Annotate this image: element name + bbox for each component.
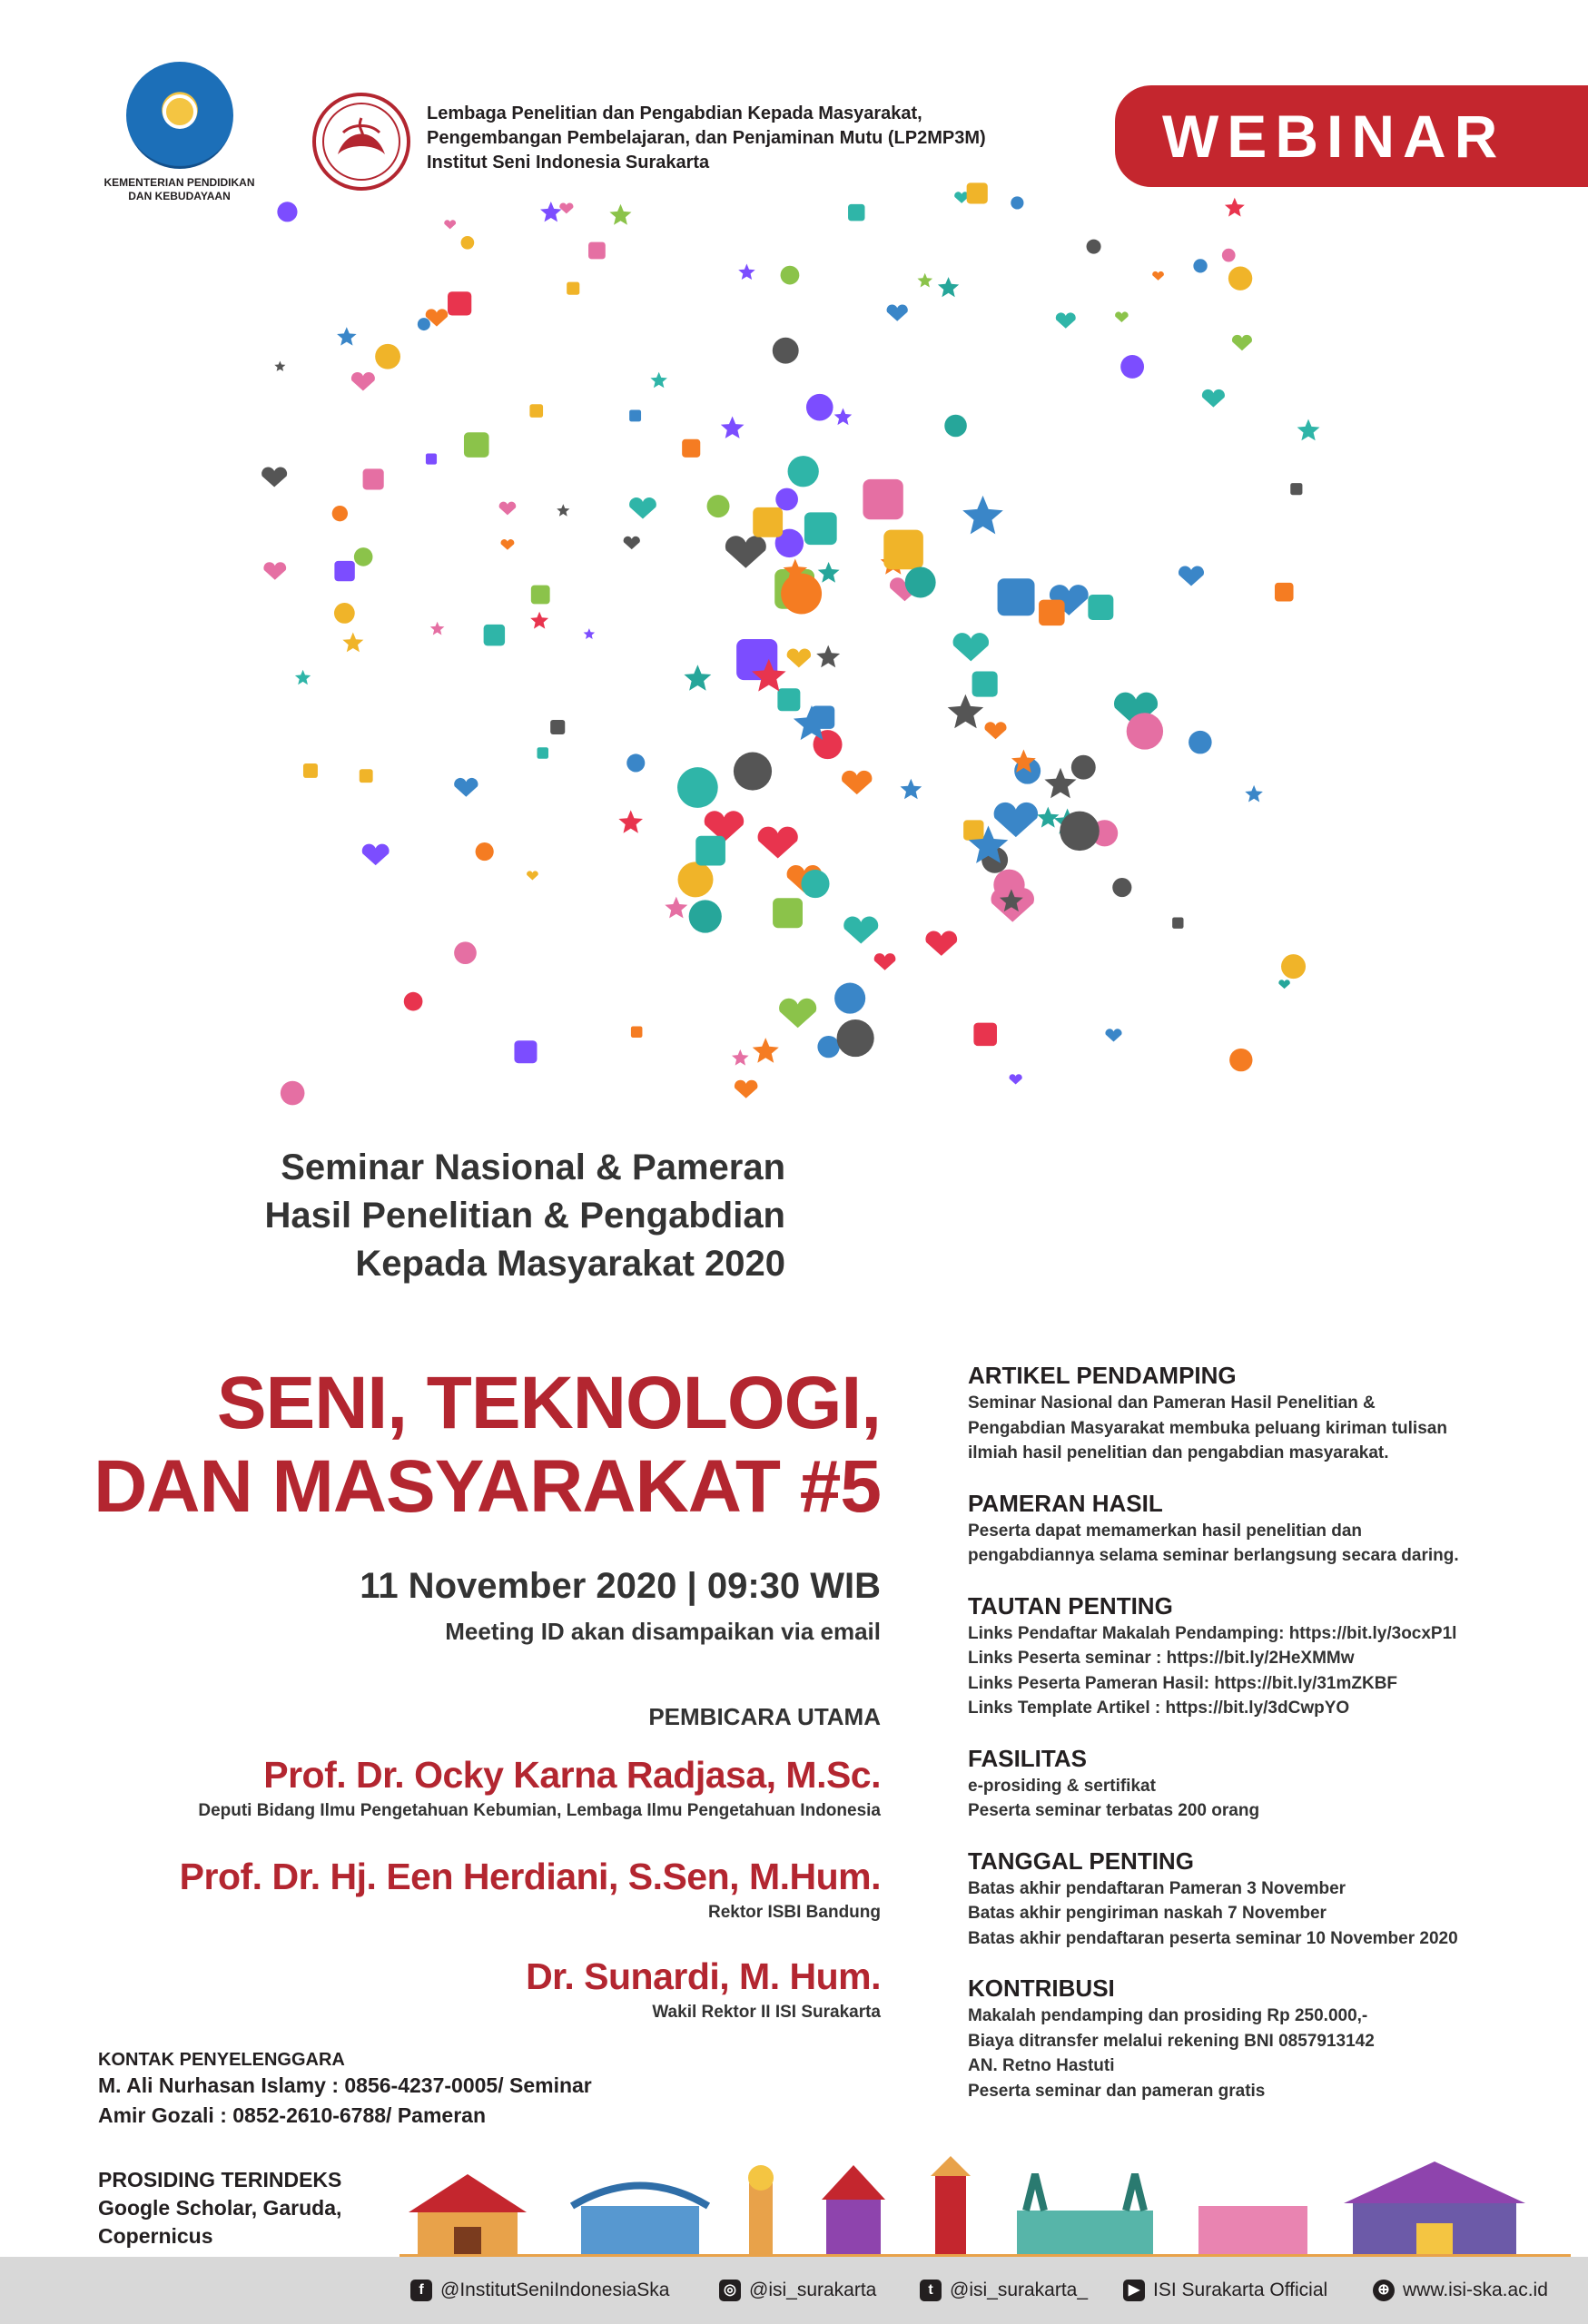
decorative-glyph bbox=[277, 202, 297, 222]
decorative-glyph bbox=[454, 941, 477, 964]
social-website[interactable] bbox=[1373, 2277, 1548, 2304]
decorative-glyph bbox=[281, 1081, 305, 1106]
decorative-glyph bbox=[559, 202, 573, 213]
decorative-glyph bbox=[801, 870, 829, 898]
decorative-glyph bbox=[735, 1080, 757, 1098]
decorative-glyph bbox=[738, 264, 755, 281]
speaker-entry bbox=[91, 1750, 881, 1823]
decorative-glyph bbox=[1189, 731, 1212, 754]
decorative-glyph bbox=[588, 242, 606, 260]
social-handle: @isi_surakarta bbox=[749, 2280, 877, 2300]
decorative-glyph bbox=[1115, 311, 1129, 322]
decorative-glyph bbox=[887, 304, 908, 320]
decorative-glyph bbox=[998, 578, 1035, 615]
org-line: Institut Seni Indonesia Surakarta bbox=[427, 153, 710, 172]
social-facebook[interactable] bbox=[410, 2277, 669, 2304]
decorative-glyph bbox=[461, 236, 475, 250]
decorative-glyph bbox=[818, 562, 840, 583]
info-section-artikel bbox=[968, 1360, 1549, 1466]
decorative-glyph bbox=[295, 670, 311, 685]
info-section-fasilitas bbox=[968, 1743, 1549, 1824]
ministry-logo-icon bbox=[126, 62, 233, 169]
social-instagram[interactable] bbox=[719, 2277, 876, 2304]
decorative-glyph bbox=[430, 622, 445, 635]
info-line: Batas akhir pendaftaran Pameran 3 November bbox=[968, 1878, 1346, 1898]
youtube-icon: ▶ bbox=[1123, 2280, 1145, 2301]
info-section-pameran bbox=[968, 1488, 1549, 1569]
decorative-glyph bbox=[1290, 483, 1302, 495]
decorative-glyph bbox=[444, 220, 456, 229]
social-handle: @InstitutSeniIndonesiaSka bbox=[440, 2280, 670, 2300]
decorative-glyph bbox=[342, 633, 363, 653]
info-line: pengabdiannya selama seminar berlangsung secara daring. bbox=[968, 1546, 1459, 1565]
decorative-glyph bbox=[787, 649, 811, 668]
decorative-glyph bbox=[1297, 419, 1320, 441]
decorative-glyph bbox=[1056, 312, 1076, 328]
org-line: Lembaga Penelitian dan Pengabdian Kepada Masyarakat, bbox=[427, 103, 922, 123]
meeting-note: Meeting ID akan disampaikan via email bbox=[445, 1618, 881, 1645]
decorative-glyph bbox=[775, 488, 798, 511]
decorative-glyph bbox=[837, 1019, 874, 1057]
info-heading: KONTRIBUSI bbox=[968, 1974, 1115, 2002]
decorative-glyph bbox=[538, 747, 548, 758]
decorative-glyph bbox=[905, 566, 936, 597]
decorative-glyph bbox=[842, 771, 872, 794]
info-line: Peserta seminar dan pameran gratis bbox=[968, 2081, 1266, 2101]
decorative-glyph bbox=[557, 504, 569, 517]
contact-line: M. Ali Nurhasan Islamy : 0856-4237-0005/ Seminar bbox=[98, 2073, 592, 2097]
decorative-glyph bbox=[707, 495, 730, 517]
info-line: e-prosiding & sertifikat bbox=[968, 1776, 1156, 1796]
decorative-glyph bbox=[362, 844, 390, 866]
decorative-glyph bbox=[550, 720, 565, 734]
info-link[interactable]: Links Template Artikel : https://bit.ly/3dCwpYO bbox=[968, 1699, 1350, 1718]
speaker-role: Deputi Bidang Ilmu Pengetahuan Kebumian, Lembaga Ilmu Pengetahuan Indonesia bbox=[198, 1801, 881, 1820]
decorative-glyph bbox=[1179, 566, 1204, 586]
decorative-glyph bbox=[1193, 259, 1207, 272]
decorative-glyph bbox=[499, 502, 517, 516]
decorative-glyph bbox=[984, 722, 1006, 739]
info-column bbox=[968, 1360, 1549, 2125]
decorative-glyph bbox=[816, 645, 840, 668]
decorative-glyph bbox=[732, 1049, 749, 1066]
info-line: Peserta dapat memamerkan hasil penelitian dan bbox=[968, 1521, 1363, 1541]
info-link[interactable]: Links Peserta seminar : https://bit.ly/2HeXMMw bbox=[968, 1649, 1355, 1668]
decorative-glyph bbox=[834, 409, 853, 426]
footer-bar bbox=[0, 2257, 1588, 2324]
decorative-glyph bbox=[626, 753, 645, 772]
decorative-glyph bbox=[629, 409, 641, 421]
info-section-kontribusi bbox=[968, 1973, 1549, 2103]
social-handle: ISI Surakarta Official bbox=[1153, 2280, 1328, 2300]
decorative-glyph bbox=[1229, 1049, 1252, 1071]
info-line: Pengabdian Masyarakat membuka peluang kiriman tulisan bbox=[968, 1418, 1447, 1438]
speaker-entry bbox=[91, 1852, 881, 1925]
decorative-glyph bbox=[540, 202, 562, 222]
decorative-glyph bbox=[609, 204, 631, 225]
decorative-glyph bbox=[1127, 713, 1163, 749]
decorative-glyph bbox=[1232, 335, 1252, 350]
decorative-glyph bbox=[804, 512, 837, 545]
decorative-glyph bbox=[618, 810, 643, 832]
decorative-glyph bbox=[1202, 389, 1225, 408]
decorative-glyph bbox=[404, 992, 423, 1011]
decorative-glyph bbox=[426, 453, 437, 464]
decorative-glyph bbox=[874, 953, 896, 970]
decorative-glyph bbox=[354, 547, 373, 566]
decorative-glyph bbox=[689, 900, 722, 932]
decorative-glyph bbox=[843, 917, 878, 944]
decorative-glyph bbox=[973, 1023, 997, 1047]
speakers-heading: PEMBICARA UTAMA bbox=[648, 1703, 881, 1730]
speaker-name: Prof. Dr. Ocky Karna Radjasa, M.Sc. bbox=[263, 1754, 881, 1796]
ministry-caption: KEMENTERIAN PENDIDIKAN DAN KEBUDAYAAN bbox=[104, 176, 255, 202]
decorative-glyph bbox=[684, 665, 711, 691]
info-heading: ARTIKEL PENDAMPING bbox=[968, 1362, 1237, 1389]
decorative-glyph bbox=[1044, 768, 1076, 798]
seminar-title bbox=[136, 1144, 785, 1288]
decorative-glyph bbox=[332, 506, 348, 521]
decorative-glyph bbox=[678, 862, 714, 897]
info-line: Makalah pendamping dan prosiding Rp 250.000,- bbox=[968, 2006, 1368, 2025]
decorative-glyph bbox=[682, 439, 700, 458]
speaker-name: Dr. Sunardi, M. Hum. bbox=[526, 1955, 881, 1997]
event-date-time: 11 November 2020 | 09:30 WIB bbox=[360, 1566, 881, 1606]
decorative-glyph bbox=[994, 803, 1038, 837]
decorative-glyph bbox=[1060, 812, 1100, 852]
decorative-glyph bbox=[901, 779, 922, 800]
decorative-glyph bbox=[925, 931, 957, 955]
decorative-glyph bbox=[529, 404, 543, 418]
decorative-glyph bbox=[530, 612, 548, 629]
indexing-heading: PROSIDING TERINDEKS bbox=[98, 2168, 342, 2191]
info-section-tanggal bbox=[968, 1846, 1549, 1952]
speaker-name: Prof. Dr. Hj. Een Herdiani, S.Sen, M.Hum. bbox=[179, 1856, 881, 1897]
decorative-glyph bbox=[938, 277, 959, 297]
decorative-glyph bbox=[1281, 954, 1306, 979]
decorative-glyph bbox=[1037, 807, 1059, 828]
decorative-glyph bbox=[476, 842, 494, 861]
info-heading: FASILITAS bbox=[968, 1744, 1087, 1772]
decorative-glyph bbox=[817, 1036, 839, 1058]
info-link[interactable]: Links Pendaftar Makalah Pendamping: https://bit.ly/3ocxP1l bbox=[968, 1623, 1457, 1643]
decorative-glyph bbox=[788, 456, 819, 487]
decorative-glyph bbox=[360, 769, 373, 783]
decorative-glyph bbox=[753, 1038, 779, 1063]
contact-heading: KONTAK PENYELENGGARA bbox=[98, 2050, 345, 2070]
social-twitter[interactable] bbox=[920, 2277, 1088, 2304]
info-line: Peserta seminar terbatas 200 orang bbox=[968, 1801, 1260, 1820]
decorative-glyph bbox=[725, 536, 766, 567]
info-line: Seminar Nasional dan Pameran Hasil Penelitian & bbox=[968, 1393, 1376, 1413]
speaker-role: Wakil Rektor II ISI Surakarta bbox=[652, 2003, 881, 2022]
decorative-glyph bbox=[334, 603, 355, 624]
decorative-glyph bbox=[1105, 1029, 1121, 1041]
decorative-glyph bbox=[1152, 271, 1164, 281]
decorative-glyph bbox=[948, 694, 984, 729]
decorative-glyph bbox=[363, 468, 384, 489]
decorative-glyph bbox=[758, 827, 798, 859]
decorative-glyph bbox=[351, 372, 375, 391]
theme-line: SENI, TEKNOLOGI, bbox=[216, 1362, 881, 1444]
decorative-glyph bbox=[863, 479, 902, 519]
decorative-glyph bbox=[584, 628, 596, 639]
main-theme bbox=[54, 1362, 881, 1529]
decorative-glyph bbox=[883, 530, 923, 570]
decorative-glyph bbox=[677, 767, 718, 808]
decorative-glyph bbox=[944, 415, 967, 438]
decorative-glyph bbox=[650, 372, 667, 389]
decorative-glyph bbox=[375, 344, 400, 369]
decorative-glyph bbox=[484, 625, 505, 645]
landmarks-illustration-icon bbox=[399, 2156, 1571, 2265]
info-link[interactable]: Links Peserta Pameran Hasil: https://bit.ly/31mZKBF bbox=[968, 1673, 1398, 1693]
decorative-glyph bbox=[418, 318, 430, 330]
decorative-glyph bbox=[962, 496, 1003, 535]
decorative-glyph bbox=[1011, 196, 1023, 209]
decorative-glyph bbox=[1009, 1074, 1021, 1084]
decorative-glyph bbox=[514, 1040, 537, 1063]
webinar-badge: WEBINAR bbox=[1115, 85, 1588, 187]
decorative-glyph bbox=[777, 688, 800, 711]
decorative-glyph bbox=[834, 983, 865, 1014]
decorative-glyph bbox=[1225, 198, 1245, 217]
decorative-glyph bbox=[1228, 266, 1252, 290]
decorative-glyph bbox=[631, 1027, 643, 1039]
info-line: Batas akhir pengiriman naskah 7 November bbox=[968, 1904, 1327, 1923]
head-infographic-icon bbox=[254, 163, 1380, 1289]
decorative-glyph bbox=[454, 778, 478, 797]
seminar-title-line: Hasil Penelitian & Pengabdian bbox=[264, 1196, 785, 1236]
social-youtube[interactable] bbox=[1123, 2277, 1327, 2304]
facebook-icon: f bbox=[410, 2280, 432, 2301]
info-line: AN. Retno Hastuti bbox=[968, 2056, 1115, 2075]
decorative-glyph bbox=[274, 361, 285, 371]
decorative-glyph bbox=[721, 417, 745, 438]
seminar-title-line: Seminar Nasional & Pameran bbox=[281, 1147, 785, 1187]
instagram-icon: ◎ bbox=[719, 2280, 741, 2301]
decorative-glyph bbox=[1172, 917, 1183, 928]
decorative-glyph bbox=[963, 820, 983, 840]
info-line: ilmiah hasil penelitian dan pengabdian masyarakat. bbox=[968, 1443, 1389, 1462]
decorative-glyph bbox=[501, 539, 515, 550]
speaker-entry bbox=[91, 1952, 881, 2024]
decorative-glyph bbox=[972, 672, 998, 697]
theme-line: DAN MASYARAKAT #5 bbox=[94, 1445, 881, 1528]
decorative-glyph bbox=[1112, 878, 1131, 897]
decorative-glyph bbox=[1039, 600, 1065, 626]
decorative-glyph bbox=[1222, 249, 1236, 262]
decorative-glyph bbox=[806, 394, 833, 421]
org-line: Pengembangan Pembelajaran, dan Penjaminan Mutu (LP2MP3M) bbox=[427, 128, 986, 148]
decorative-glyph bbox=[1071, 755, 1096, 780]
decorative-glyph bbox=[303, 763, 318, 778]
decorative-glyph bbox=[567, 282, 579, 295]
info-heading: TAUTAN PENTING bbox=[968, 1591, 1173, 1620]
decorative-glyph bbox=[624, 537, 640, 549]
decorative-glyph bbox=[967, 182, 988, 203]
info-line: Biaya ditransfer melalui rekening BNI 0857913142 bbox=[968, 2031, 1375, 2051]
decorative-glyph bbox=[779, 999, 816, 1028]
decorative-glyph bbox=[531, 586, 550, 605]
info-section-tautan bbox=[968, 1590, 1549, 1721]
decorative-glyph bbox=[781, 266, 800, 285]
decorative-glyph bbox=[1088, 595, 1113, 620]
decorative-glyph bbox=[734, 752, 772, 790]
decorative-glyph bbox=[917, 273, 932, 288]
decorative-glyph bbox=[448, 291, 471, 315]
decorative-glyph bbox=[334, 561, 354, 581]
contact-block bbox=[98, 2050, 679, 2131]
decorative-glyph bbox=[753, 507, 783, 537]
twitter-icon: t bbox=[920, 2280, 942, 2301]
decorative-glyph bbox=[337, 327, 357, 345]
decorative-glyph bbox=[665, 897, 687, 919]
speaker-role: Rektor ISBI Bandung bbox=[707, 1903, 881, 1922]
globe-icon: ⊕ bbox=[1373, 2280, 1395, 2301]
info-heading: PAMERAN HASIL bbox=[968, 1489, 1163, 1517]
decorative-glyph bbox=[1120, 355, 1144, 379]
indexing-line: Copernicus bbox=[98, 2224, 213, 2248]
info-heading: TANGGAL PENTING bbox=[968, 1846, 1194, 1875]
contact-line: Amir Gozali : 0852-2610-6788/ Pameran bbox=[98, 2103, 487, 2127]
social-handle: www.isi-ska.ac.id bbox=[1403, 2280, 1548, 2300]
info-line: Batas akhir pendaftaran peserta seminar 10 November 2020 bbox=[968, 1928, 1458, 1948]
decorative-glyph bbox=[527, 871, 538, 880]
ministry-logo bbox=[100, 62, 259, 203]
decorative-glyph bbox=[953, 633, 990, 661]
decorative-glyph bbox=[1275, 583, 1294, 602]
decorative-glyph bbox=[1087, 240, 1101, 254]
decorative-glyph bbox=[1278, 980, 1290, 989]
decorative-glyph bbox=[848, 204, 864, 221]
decorative-glyph bbox=[464, 432, 489, 458]
decorative-glyph bbox=[773, 338, 799, 364]
decorative-glyph bbox=[695, 836, 725, 866]
decorative-glyph bbox=[773, 898, 803, 928]
seminar-title-line: Kepada Masyarakat 2020 bbox=[355, 1244, 785, 1284]
decorative-glyph bbox=[263, 562, 286, 580]
indexing-line: Google Scholar, Garuda, bbox=[98, 2196, 342, 2220]
decorative-glyph bbox=[261, 467, 287, 487]
social-handle: @isi_surakarta_ bbox=[950, 2280, 1089, 2300]
decorative-glyph bbox=[1245, 785, 1263, 803]
decorative-glyph bbox=[629, 497, 656, 518]
